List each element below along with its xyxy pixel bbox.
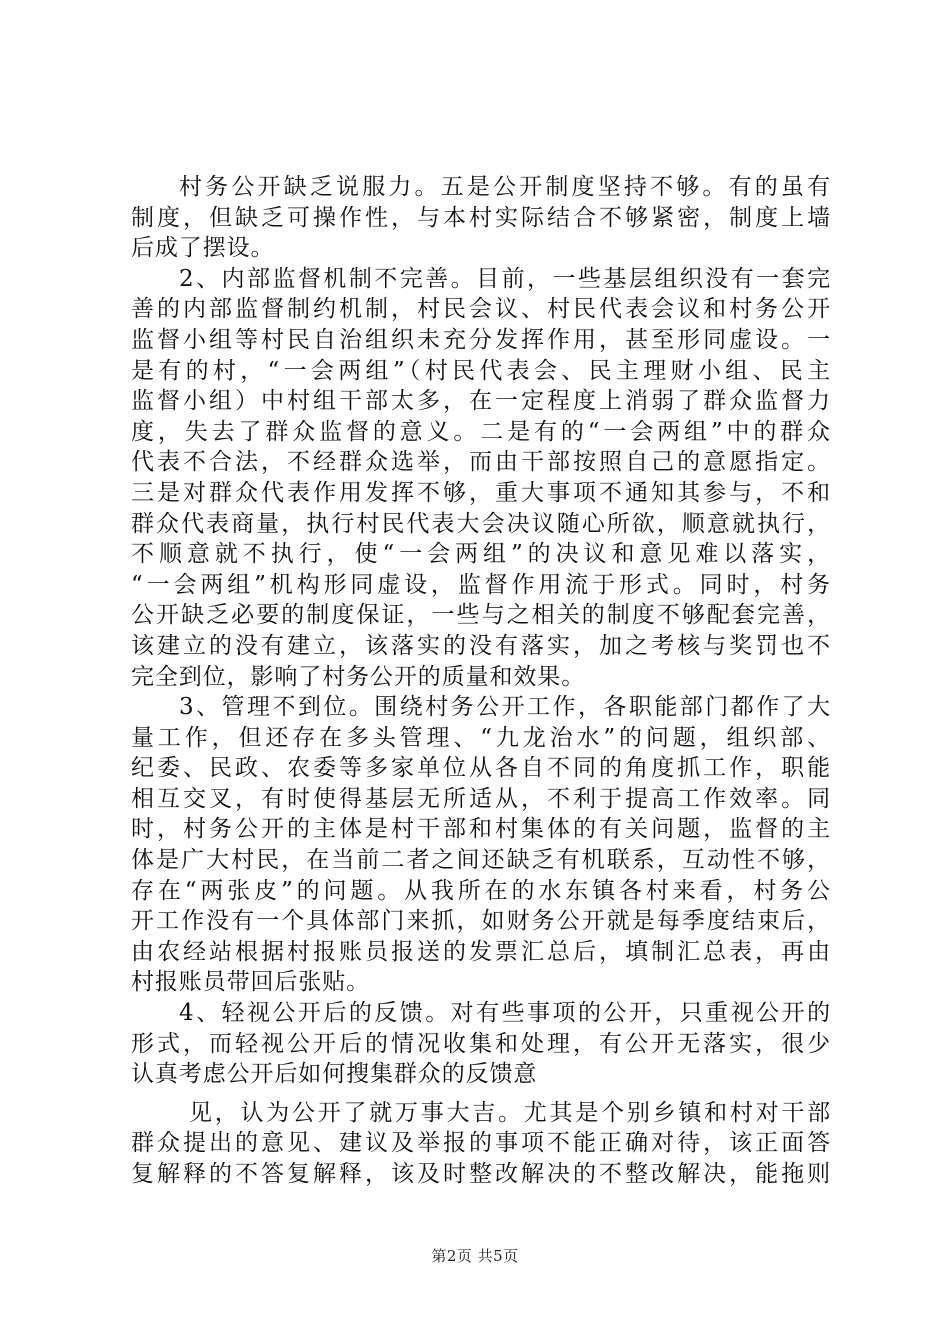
text-line: 完全到位，影响了村务公开的质量和效果。 (131, 663, 586, 690)
text-line: 三是对群众代表作用发挥不够，重大事项不通知其参与，不和 (131, 479, 831, 506)
text-line: 该建立的没有建立，该落实的没有落实，加之考核与奖罚也不 (131, 632, 831, 659)
text-line: 纪委、民政、农委等多家单位从各自不同的角度抓工作，职能 (131, 755, 831, 782)
text-line: 认真考虑公开后如何搜集群众的反馈意 (131, 1061, 538, 1088)
text-line: 监督小组）中村组干部太多，在一定程度上消弱了群众监督力 (131, 388, 831, 415)
text-line: 公开缺乏必要的制度保证，一些与之相关的制度不够配套完善， (131, 602, 831, 629)
document-body (131, 172, 831, 1190)
text-line: 代表不合法，不经群众选举，而由干部按照自己的意愿指定。 (131, 449, 831, 476)
text-line: 形式，而轻视公开后的情况收集和处理，有公开无落实，很少 (131, 1030, 831, 1057)
text-line: 时，村务公开的主体是村干部和村集体的有关问题，监督的主 (131, 816, 831, 843)
text-line: 复解释的不答复解释，该及时整改解决的不整改解决，能拖则 (131, 1161, 831, 1187)
text-line: 3、管理不到位。围绕村务公开工作，各职能部门都作了大 (179, 694, 831, 721)
text-line: 度，失去了群众监督的意义。二是有的“一会两组”中的群众 (131, 418, 831, 445)
text-line: 后成了摆设。 (131, 235, 275, 262)
page-footer: 第2页 共5页 (431, 1247, 519, 1265)
text-line: 2、内部监督机制不完善。目前，一些基层组织没有一套完 (179, 265, 831, 292)
text-line: 善的内部监督制约机制，村民会议、村民代表会议和村务公开 (131, 296, 831, 323)
text-line: 是有的村，“一会两组”（村民代表会、民主理财小组、民主 (131, 357, 831, 384)
text-line: “一会两组”机构形同虚设，监督作用流于形式。同时，村务 (131, 571, 831, 598)
text-line: 由农经站根据村报账员报送的发票汇总后，填制汇总表，再由 (131, 938, 831, 965)
text-line: 制度，但缺乏可操作性，与本村实际结合不够紧密，制度上墙 (131, 204, 831, 231)
text-line: 体是广大村民，在当前二者之间还缺乏有机联系，互动性不够， (131, 847, 831, 874)
text-line: 不顺意就不执行，使“一会两组”的决议和意见难以落实， (131, 541, 831, 568)
text-line: 监督小组等村民自治组织未充分发挥作用，甚至形同虚设。一 (131, 326, 831, 353)
text-line: 村报账员带回后张贴。 (131, 969, 370, 996)
text-line: 村务公开缺乏说服力。五是公开制度坚持不够。有的虽有 (179, 174, 831, 200)
text-line: 4、轻视公开后的反馈。对有些事项的公开，只重视公开的 (179, 1000, 831, 1027)
text-line: 开工作没有一个具体部门来抓，如财务公开就是每季度结束后， (131, 908, 831, 935)
text-line: 见，认为公开了就万事大吉。尤其是个别乡镇和村对干部 (189, 1099, 831, 1126)
text-line: 存在“两张皮”的问题。从我所在的水东镇各村来看，村务公 (131, 877, 831, 904)
text-line: 群众代表商量，执行村民代表大会决议随心所欲，顺意就执行， (131, 510, 831, 537)
text-line: 量工作，但还存在多头管理、“九龙治水”的问题，组织部、 (131, 724, 831, 751)
text-line: 相互交叉，有时使得基层无所适从，不利于提高工作效率。同 (131, 785, 831, 812)
text-line: 群众提出的意见、建议及举报的事项不能正确对待，该正面答 (131, 1130, 831, 1157)
